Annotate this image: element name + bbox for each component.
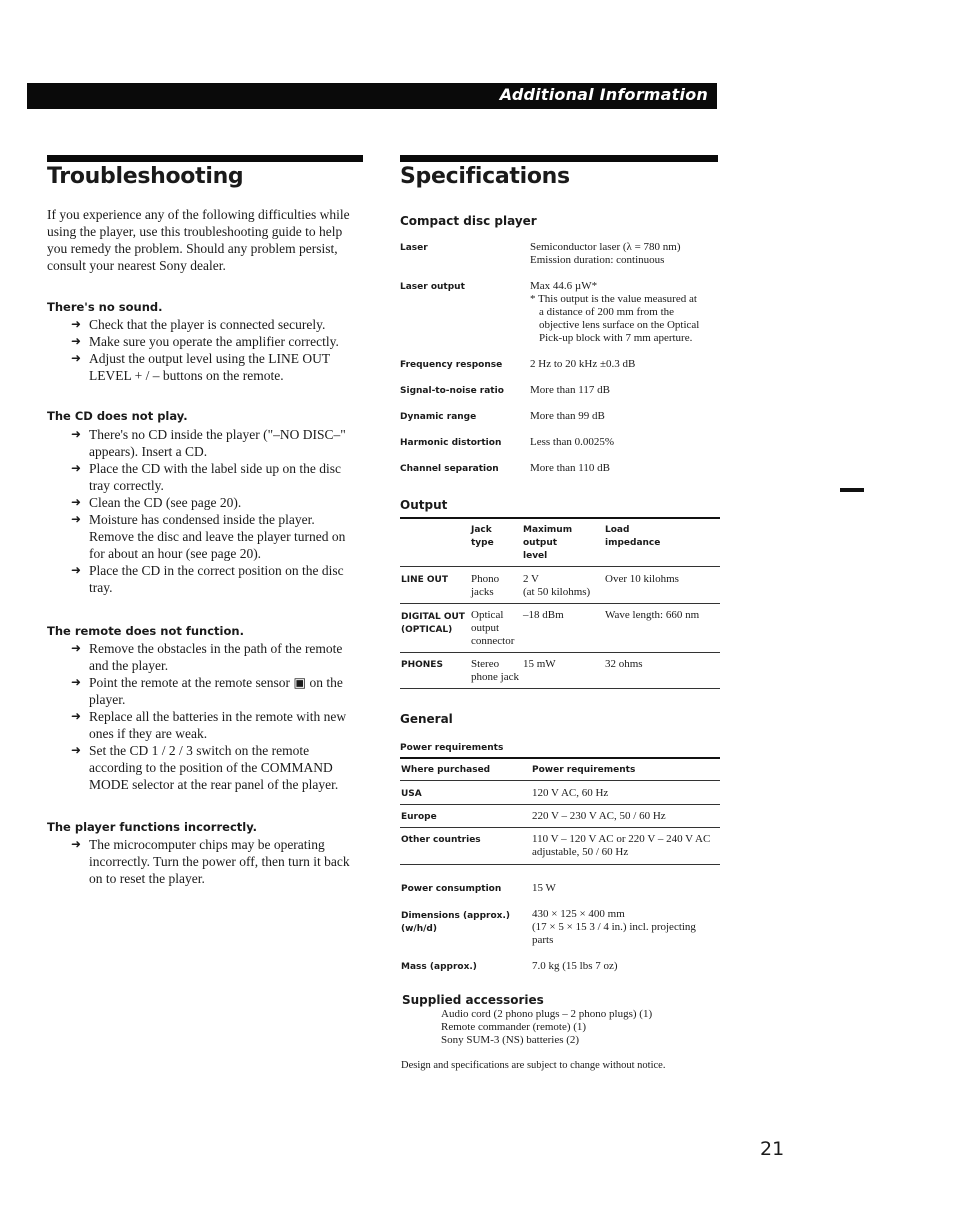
compact-disc-player-heading: Compact disc player (400, 214, 537, 228)
spec-label-harmonic: Harmonic distortion (400, 438, 502, 448)
spec-value-dimensions: 430 × 125 × 400 mm (17 × 5 × 15 3 / 4 in.) incl. projecting parts (532, 908, 696, 946)
spec-value-snr: More than 117 dB (530, 384, 610, 396)
no-sound-list (71, 316, 363, 384)
output-digital-load: Wave length: 660 nm (605, 609, 700, 621)
list-item: ➜ Point the remote at the remote sensor ▣ on the player. (71, 675, 343, 707)
spec-label-power-consumption: Power consumption (401, 884, 502, 894)
power-row-rule (400, 827, 720, 828)
list-item: ➜ Place the CD with the label side up on the disc tray correctly. (71, 461, 341, 493)
power-row-other: Other countries (401, 835, 481, 845)
supplied-accessories-heading: Supplied accessories (402, 993, 544, 1007)
spec-label-mass: Mass (approx.) (401, 962, 477, 972)
troubleshooting-title: Troubleshooting (47, 164, 244, 189)
arrow-icon: ➜ (71, 563, 82, 577)
arrow-icon: ➜ (71, 512, 82, 526)
output-header-jack-type: Jack type (471, 525, 494, 548)
spec-value-laser: Semiconductor laser (λ = 780 nm) Emission duration: continuous (530, 241, 681, 266)
spec-value-harmonic: Less than 0.0025% (530, 436, 615, 448)
section-header-title: Additional Information (499, 85, 708, 104)
list-item: ➜ Make sure you operate the amplifier correctly. (71, 334, 339, 349)
output-header-load: Load impedance (605, 525, 661, 548)
spec-value-frequency: 2 Hz to 20 kHz ±0.3 dB (530, 358, 636, 370)
section-heading-remote: The remote does not function. (47, 624, 244, 638)
power-header-req: Power requirements (532, 765, 636, 775)
list-item: Audio cord (2 phono plugs – 2 phono plugs) (1) (441, 1008, 653, 1020)
spec-label-channel: Channel separation (400, 464, 499, 474)
specifications-rule (400, 155, 718, 162)
arrow-icon: ➜ (71, 837, 82, 851)
power-row-europe: Europe (401, 812, 437, 822)
list-item: Sony SUM-3 (NS) batteries (2) (441, 1034, 580, 1046)
output-row-phones: PHONES (401, 660, 443, 670)
output-phones-level: 15 mW (523, 658, 556, 670)
power-header-where: Where purchased (401, 765, 491, 775)
power-table-top-rule (400, 757, 720, 759)
troubleshooting-rule (47, 155, 363, 162)
arrow-icon: ➜ (71, 461, 82, 475)
spec-label-dynamic: Dynamic range (400, 412, 477, 422)
remote-list (71, 640, 363, 793)
list-item: ➜ There's no CD inside the player ("–NO DISC–" appears). Insert a CD. (71, 427, 346, 459)
list-item: ➜ Check that the player is connected securely. (71, 317, 326, 332)
power-other-value: 110 V – 120 V AC or 220 V – 240 V AC adjustable, 50 / 60 Hz (532, 833, 711, 858)
arrow-icon: ➜ (71, 334, 82, 348)
list-item: ➜ Replace all the batteries in the remote with new ones if they are weak. (71, 709, 347, 741)
troubleshooting-intro: If you experience any of the following difficulties while using the player, use this troubleshooting guide to help you remedy the problem. Should any problem persist, consult your nearest Sony dealer. (47, 207, 350, 273)
spec-label-frequency: Frequency response (400, 360, 503, 370)
output-digital-level: –18 dBm (523, 609, 564, 621)
arrow-icon: ➜ (71, 351, 82, 365)
arrow-icon: ➜ (71, 709, 82, 723)
power-row-rule (400, 804, 720, 805)
list-item: ➜ The microcomputer chips may be operating incorrectly. Turn the power off, then turn it back on to reset the player. (71, 837, 350, 886)
section-header-bar (27, 83, 717, 109)
spec-label-snr: Signal-to-noise ratio (400, 386, 504, 396)
list-item: ➜ Remove the obstacles in the path of the remote and the player. (71, 641, 343, 673)
list-item: ➜ Place the CD in the correct position on the disc tray. (71, 563, 344, 595)
margin-tab-mark (840, 488, 864, 492)
output-row-digital-out: DIGITAL OUT (OPTICAL) (401, 612, 465, 635)
list-item: ➜ Moisture has condensed inside the player. Remove the disc and leave the player turned on for about an hour (see page 20). (71, 512, 346, 561)
list-item: ➜ Clean the CD (see page 20). (71, 495, 242, 510)
arrow-icon: ➜ (71, 317, 82, 331)
output-heading: Output (400, 498, 448, 512)
spec-value-mass: 7.0 kg (15 lbs 7 oz) (532, 960, 618, 972)
list-item: ➜ Adjust the output level using the LINE OUT LEVEL + / – buttons on the remote. (71, 351, 330, 383)
output-line-out-level: 2 V (at 50 kilohms) (523, 573, 591, 598)
power-usa-value: 120 V AC, 60 Hz (532, 787, 609, 799)
power-requirements-label: Power requirements (400, 743, 504, 753)
power-row-usa: USA (401, 789, 422, 799)
supplied-accessories-list (441, 1008, 652, 1047)
spec-label-laser: Laser (400, 243, 428, 253)
power-europe-value: 220 V – 230 V AC, 50 / 60 Hz (532, 810, 666, 822)
output-table-top-rule (400, 517, 720, 519)
output-row-line-out: LINE OUT (401, 575, 448, 585)
page-number: 21 (760, 1138, 785, 1160)
power-header-rule (400, 780, 720, 781)
arrow-icon: ➜ (71, 675, 82, 689)
spec-value-dynamic: More than 99 dB (530, 410, 605, 422)
spec-label-dimensions: Dimensions (approx.) (w/h/d) (401, 911, 510, 934)
output-table-bottom-rule (400, 688, 720, 689)
spec-label-laser-output: Laser output (400, 282, 465, 292)
general-heading: General (400, 712, 453, 726)
spec-value-power-consumption: 15 W (532, 882, 556, 894)
arrow-icon: ➜ (71, 427, 82, 441)
output-phones-jack: Stereo phone jack (471, 658, 519, 683)
output-row-rule (400, 652, 720, 653)
specifications-footnote: Design and specifications are subject to change without notice. (401, 1060, 666, 1071)
section-heading-functions: The player functions incorrectly. (47, 820, 258, 834)
output-header-max-level: Maximum output level (523, 525, 573, 561)
section-heading-no-sound: There's no sound. (47, 300, 163, 314)
list-item: Remote commander (remote) (1) (441, 1021, 587, 1033)
output-line-out-load: Over 10 kilohms (605, 573, 679, 585)
output-phones-load: 32 ohms (605, 658, 643, 670)
specifications-title: Specifications (400, 164, 570, 189)
spec-value-laser-output: Max 44.6 µW* * This output is the value measured at a distance of 200 mm from the objective lens surface on the Optical Pick-up block with 7 mm aperture. (530, 280, 700, 344)
cd-not-play-list (71, 426, 363, 596)
section-heading-cd-not-play: The CD does not play. (47, 409, 188, 423)
functions-list (71, 836, 363, 887)
power-table-bottom-rule (400, 864, 720, 865)
arrow-icon: ➜ (71, 641, 82, 655)
output-line-out-jack: Phono jacks (471, 573, 500, 598)
arrow-icon: ➜ (71, 495, 82, 509)
list-item: ➜ Set the CD 1 / 2 / 3 switch on the remote according to the position of the COMMAND MODE selector at the rear panel of the player. (71, 743, 339, 792)
output-digital-jack: Optical output connector (471, 609, 515, 647)
arrow-icon: ➜ (71, 743, 82, 757)
spec-value-channel: More than 110 dB (530, 462, 610, 474)
output-row-rule (400, 603, 720, 604)
output-header-rule (400, 566, 720, 567)
